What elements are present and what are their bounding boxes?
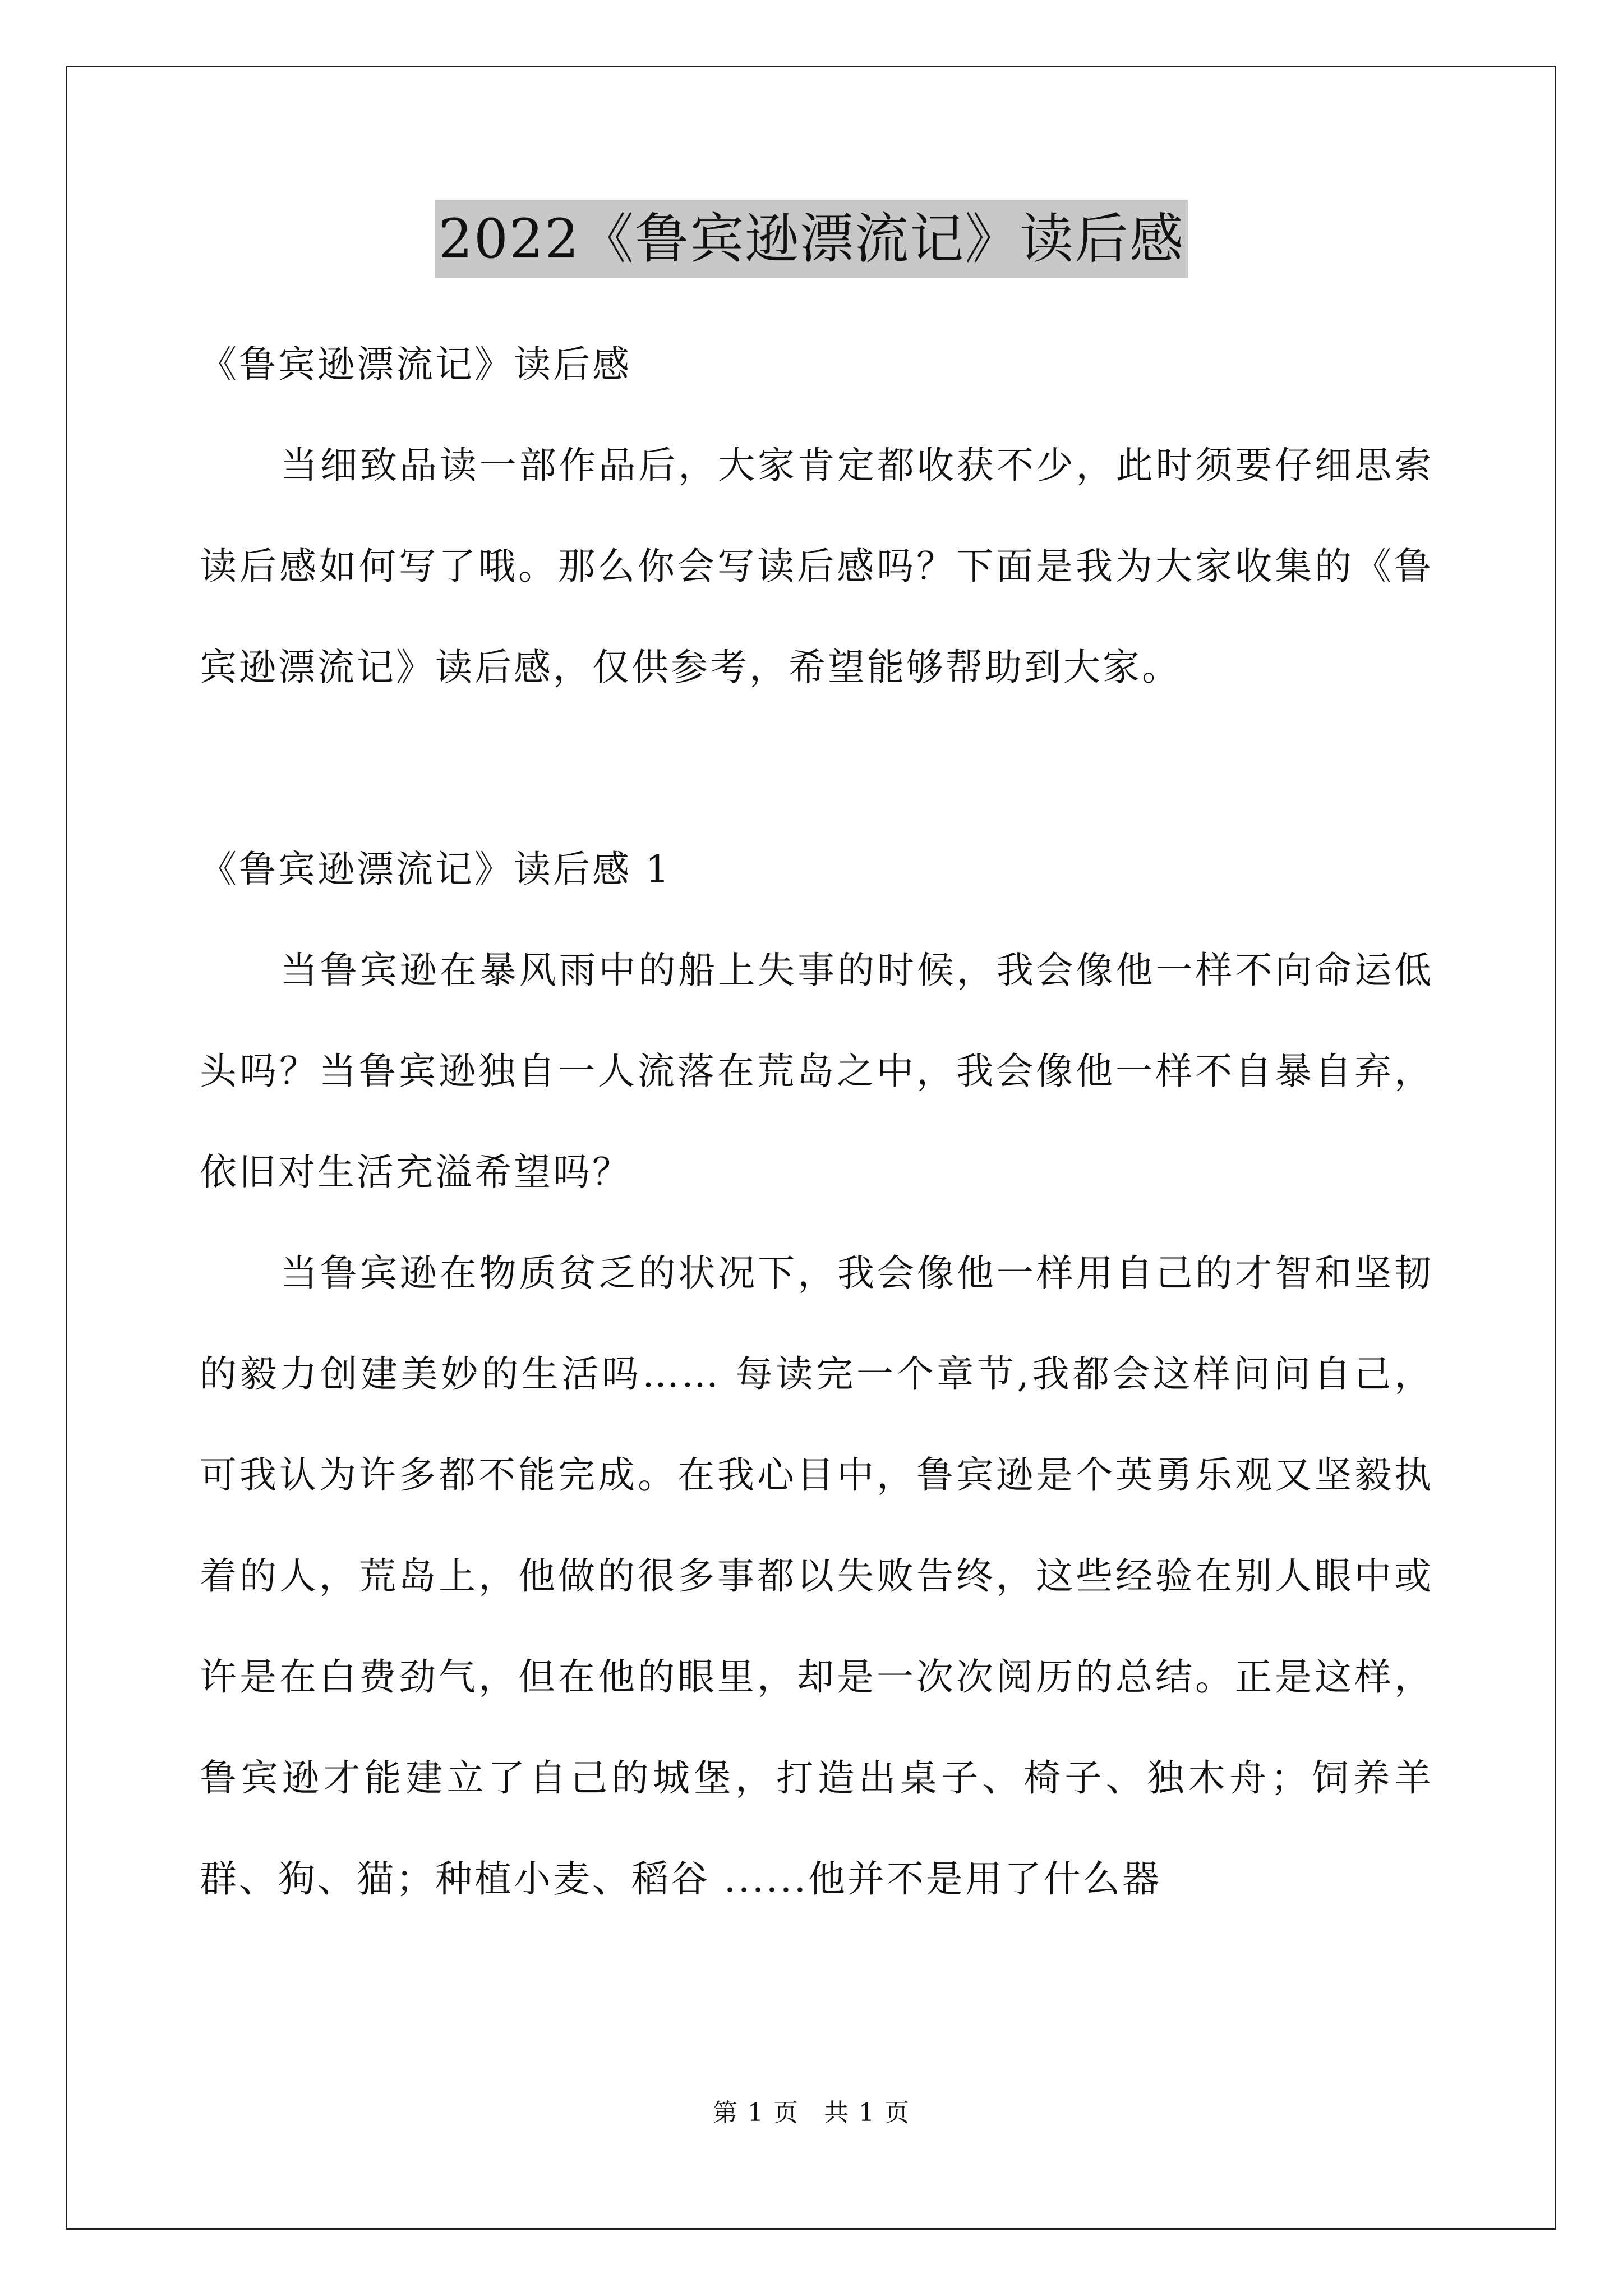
document-body	[200, 314, 1433, 1930]
document-title: 2022《鲁宾逊漂流记》读后感	[435, 200, 1188, 278]
section-spacer	[200, 718, 1433, 819]
title-container	[0, 200, 1623, 278]
section-1-paragraph-1: 当鲁宾逊在暴风雨中的船上失事的时候，我会像他一样不向命运低头吗？当鲁宾逊独自一人流落在荒岛之中，我会像他一样不自暴自弃，依旧对生活充溢希望吗？	[200, 949, 1433, 1194]
intro-paragraph: 当细致品读一部作品后，大家肯定都收获不少，此时须要仔细思索读后感如何写了哦。那么你会写读后感吗？下面是我为大家收集的《鲁宾逊漂流记》读后感，仅供参考，希望能够帮助到大家。	[200, 444, 1433, 689]
intro-heading: 《鲁宾逊漂流记》读后感	[200, 343, 631, 386]
section-1-heading: 《鲁宾逊漂流记》读后感 1	[200, 848, 671, 891]
page-footer	[0, 2092, 1623, 2128]
section-1-paragraph-2: 当鲁宾逊在物质贫乏的状况下，我会像他一样用自己的才智和坚韧的毅力创建美妙的生活吗…… 每读完一个章节,我都会这样问问自己，可我认为许多都不能完成。在我心目中，鲁宾逊是个英勇乐观又坚毅执着的人，荒岛上，他做的很多事都以失败告终，这些经验在别人眼中或许是在白费劲气，但在他的眼里，却是一次次阅历的总结。正是这样，鲁宾逊才能建立了自己的城堡，打造出桌子、椅子、独木舟；饲养羊群、狗、猫；种植小麦、稻谷 ......他并不是用了什么器	[200, 1251, 1433, 1901]
page-number: 第 1 页	[713, 2099, 799, 2127]
page-total: 共 1 页	[824, 2099, 910, 2127]
